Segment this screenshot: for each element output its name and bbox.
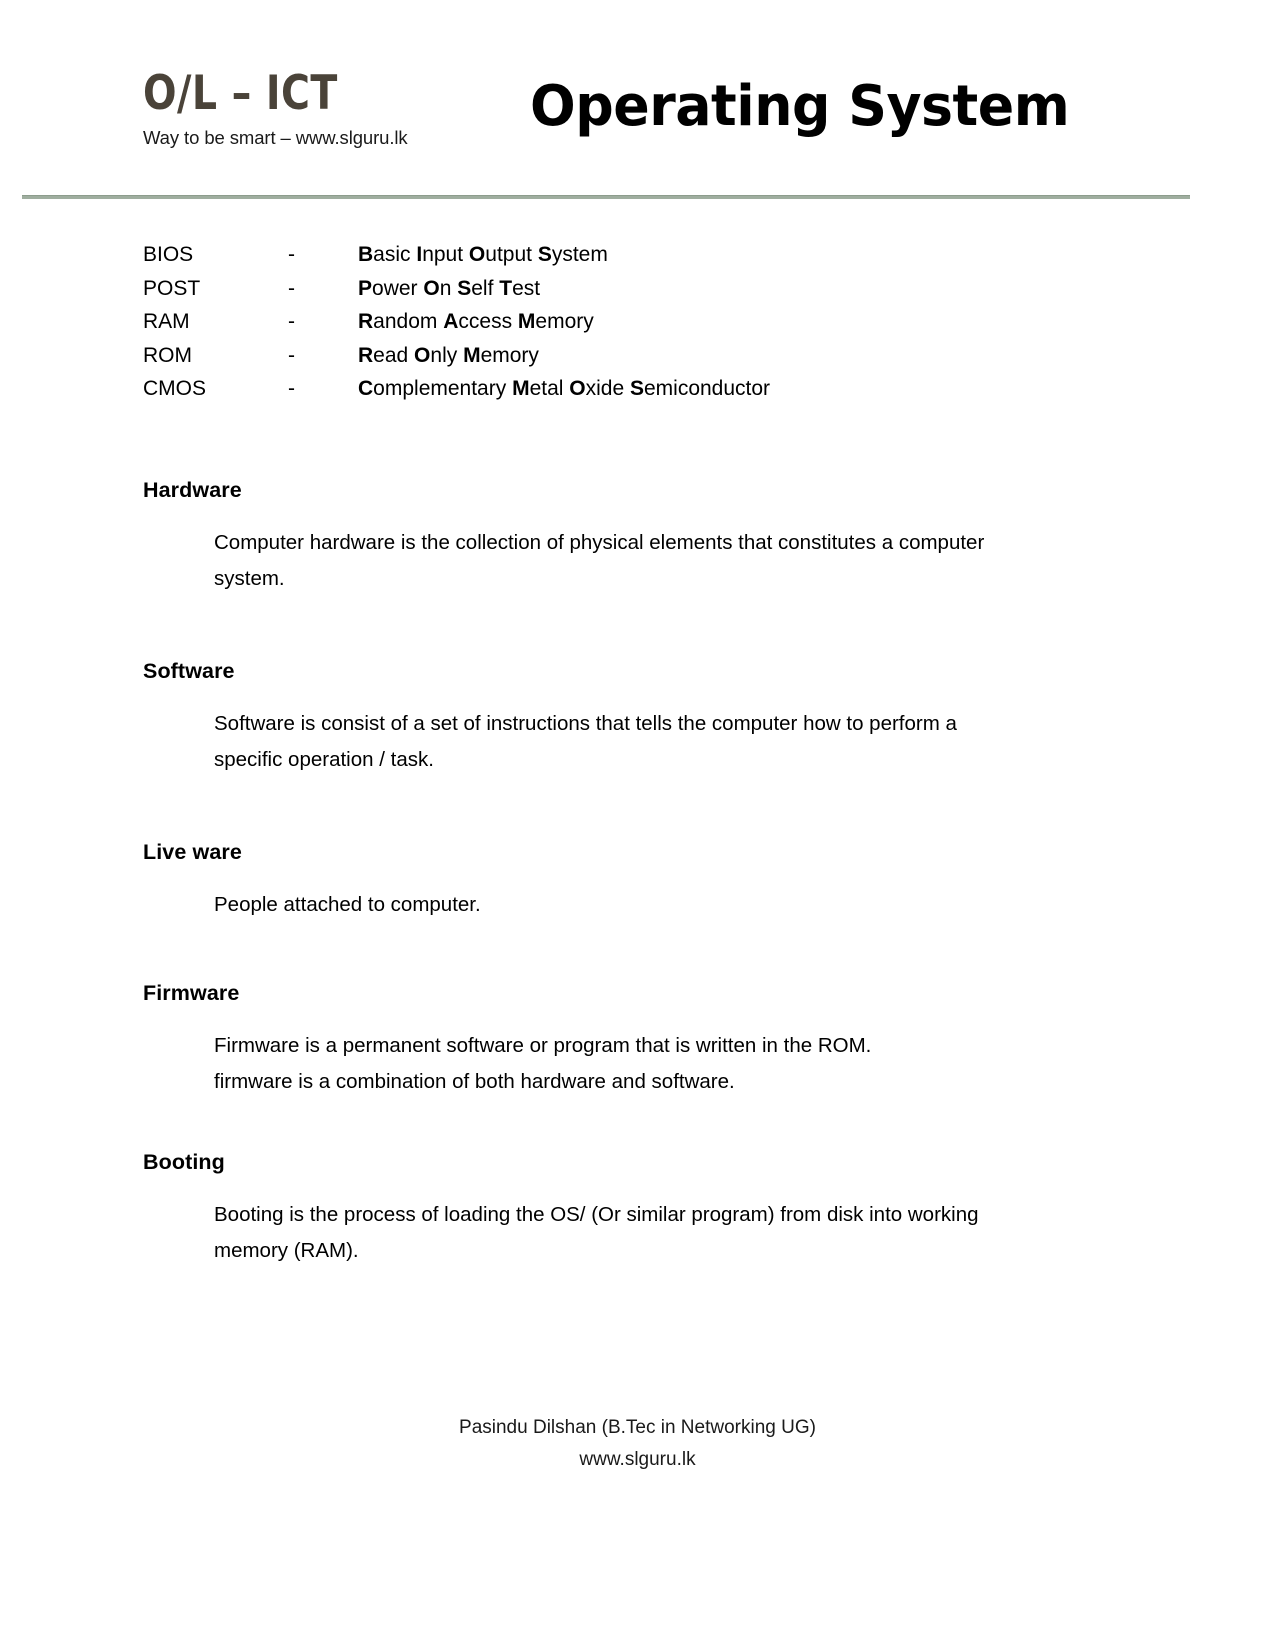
section-heading: Booting [143,1150,225,1174]
brand-tagline: Way to be smart – www.slguru.lk [143,127,408,148]
section-heading: Software [143,659,235,683]
abbreviation-term: BIOS [143,243,194,266]
content-section [143,478,1103,597]
section-body [214,525,1056,597]
abbreviation-separator: - [288,243,295,266]
abbreviation-term: ROM [143,343,192,367]
content-section [143,659,1103,778]
abbreviation-row [143,243,1103,277]
abbreviation-separator: - [288,377,295,400]
abbreviation-expansion: Complementary Metal Oxide Semiconductor [358,377,771,400]
abbreviation-row [143,310,1103,344]
footer-website: www.slguru.lk [579,1449,696,1470]
section-gap [143,778,1103,840]
section-gap [143,923,1103,981]
brand-block [143,66,523,149]
content-section [143,981,1103,1100]
section-body-line: specific operation / task. [214,748,434,771]
brand-logo: O/L – ICT [143,66,338,121]
section-body-line: Computer hardware is the collection of physical elements that constitutes a computer [214,531,985,554]
section-body-line: Software is consist of a set of instructions that tells the computer how to perform a [214,712,957,735]
abbreviation-expansion: Basic Input Output System [358,243,608,266]
section-heading: Live ware [143,840,242,864]
section-gap [143,597,1103,659]
abbreviation-row [143,277,1103,311]
abbreviation-term: RAM [143,310,190,333]
content-section [143,840,1103,923]
abbreviation-separator: - [288,310,295,333]
abbreviation-term: CMOS [143,377,206,400]
abbreviation-list [143,243,1103,411]
header-divider [22,195,1190,199]
section-body-line: memory (RAM). [214,1239,359,1262]
section-body-line: Booting is the process of loading the OS/ (Or similar program) from disk into working [214,1203,979,1226]
document-footer [0,1412,1275,1476]
content-sections [143,478,1103,1269]
content-section [143,1150,1103,1269]
abbreviation-expansion: Power On Self Test [358,276,541,300]
abbreviation-row [143,344,1103,378]
document-header [0,0,1275,188]
section-heading: Hardware [143,478,242,502]
section-body [214,887,1056,923]
page-title: Operating System [530,74,1070,139]
section-heading: Firmware [143,981,240,1005]
section-body-line: Firmware is a permanent software or program that is written in the ROM. [214,1034,872,1057]
abbreviation-row [143,377,1103,411]
abbreviation-separator: - [288,276,295,300]
section-body [214,1028,1056,1100]
section-body-line: firmware is a combination of both hardware and software. [214,1070,735,1093]
section-body-line: People attached to computer. [214,893,481,916]
abbreviation-expansion: Random Access Memory [358,310,594,333]
section-gap [143,1100,1103,1150]
abbreviation-expansion: Read Only Memory [358,343,539,367]
footer-author: Pasindu Dilshan (B.Tec in Networking UG) [459,1417,816,1438]
section-body-line: system. [214,567,285,590]
abbreviation-separator: - [288,343,295,367]
section-body [214,1197,1056,1269]
section-body [214,706,1056,778]
abbreviation-term: POST [143,276,201,300]
